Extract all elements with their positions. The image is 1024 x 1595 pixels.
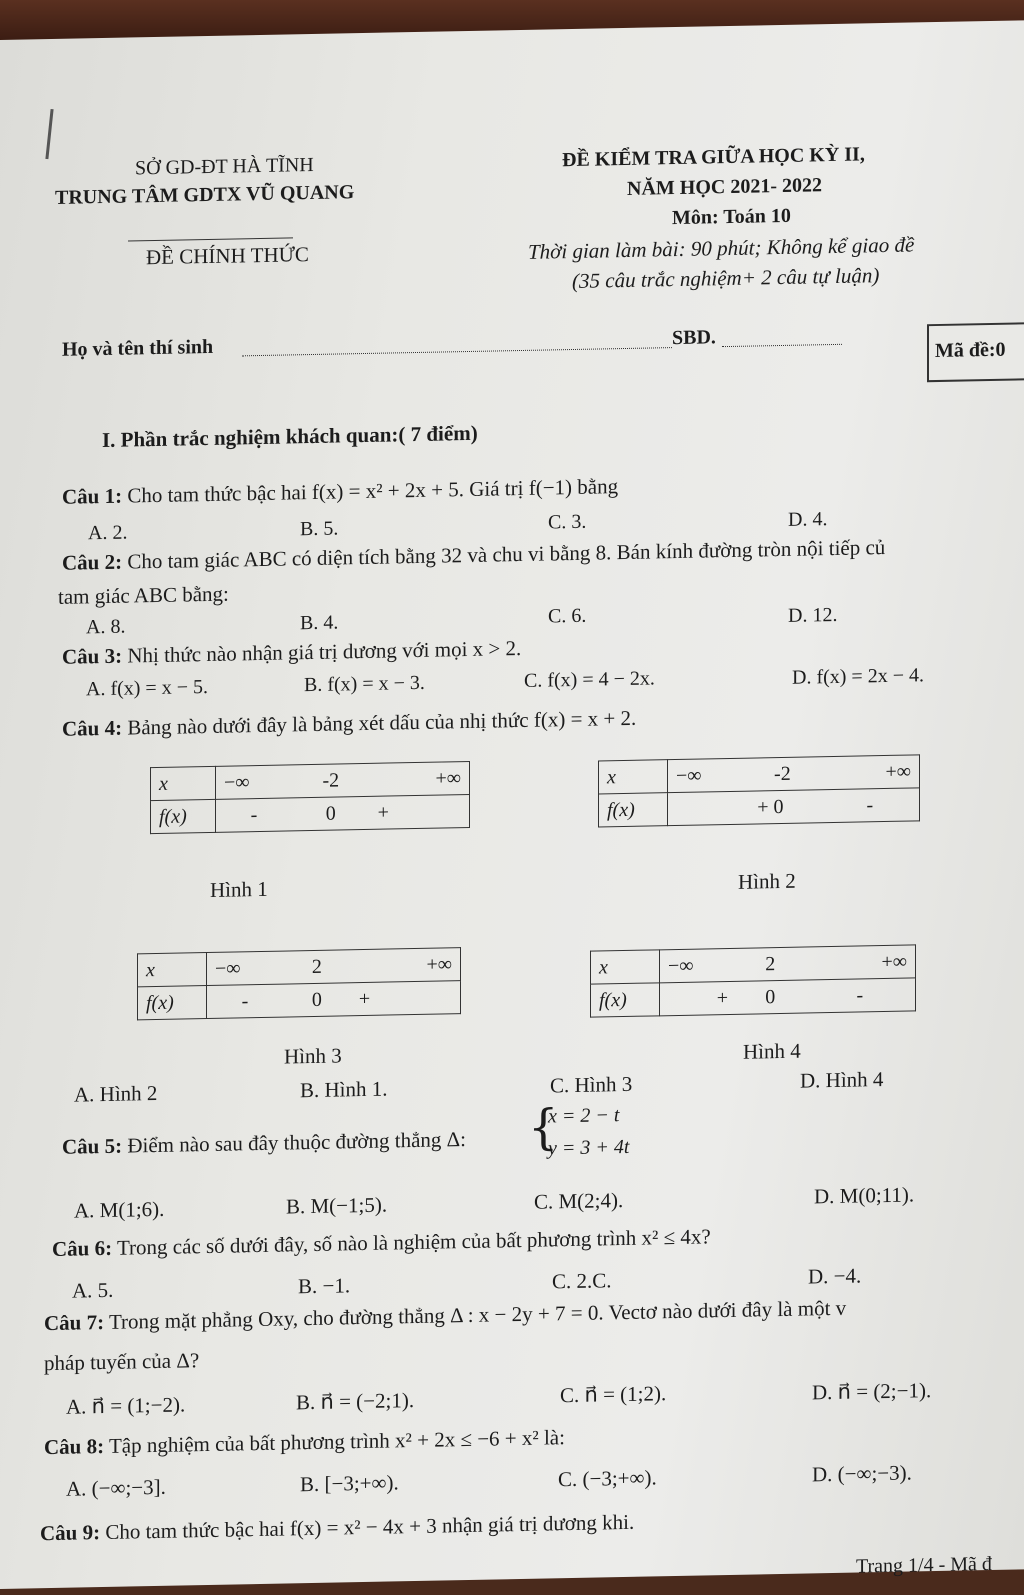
header-rule [128,237,293,241]
question-text: Điểm nào sau đây thuộc đường thẳng Δ: [127,1127,467,1158]
option[interactable]: B. 5. [300,517,339,541]
question-label: Câu 9: [40,1520,101,1546]
question-label: Câu 5: [62,1133,123,1159]
table-cell: - [216,798,293,832]
question-label: Câu 2: [62,549,123,575]
question-text: Nhị thức nào nhận giá trị dương với mọi x > 2. [127,635,522,668]
name-label: Họ và tên thí sinh [62,335,214,361]
option[interactable]: B. −1. [298,1273,351,1299]
table-cell: −∞ [660,948,737,982]
exam-title: ĐỀ KIỂM TRA GIỮA HỌC KỲ II, [562,143,865,172]
table-cell: + [370,794,470,829]
question-9 [40,1510,634,1546]
system-eq-2: y = 3 + 4t [548,1135,630,1160]
table-cell: x [591,950,660,984]
option[interactable]: A. f(x) = x − 5. [86,676,208,701]
table-cell: 0 [292,796,370,830]
question-text-cont: pháp tuyến của Δ? [44,1348,200,1376]
question-text-cont: tam giác ABC bằng: [58,581,229,609]
question-5 [62,1127,466,1160]
table-cell: +∞ [821,755,920,790]
exam-time: Thời gian làm bài: 90 phút; Không kể giao đề [528,232,915,264]
option[interactable]: B. 4. [300,611,339,635]
option[interactable]: C. Hình 3 [550,1071,633,1098]
option[interactable]: B. M(−1;5). [286,1192,388,1219]
question-label: Câu 3: [62,643,123,669]
table-cell: - [821,788,920,823]
question-text: Tập nghiệm của bất phương trình x² + 2x ≤ −6 + x² là: [108,1425,565,1458]
option[interactable]: A. n⃗ = (1;−2). [66,1392,186,1419]
question-label: Câu 7: [44,1310,105,1336]
question-text: Cho tam giác ABC có diện tích bằng 32 và chu vi bằng 8. Bán kính đường tròn nội tiếp củ [127,535,886,574]
table-cell: f(x) [151,799,216,833]
table-cell: −∞ [216,765,293,799]
table-caption: Hình 3 [284,1043,342,1069]
page-footer: Trang 1/4 - Mã đ [856,1552,992,1578]
option[interactable]: D. M(0;11). [814,1182,915,1209]
option[interactable]: C. 3. [548,510,587,534]
option[interactable]: B. [−3;+∞). [300,1470,399,1497]
table-cell: +∞ [351,948,461,983]
table-cell: f(x) [591,983,660,1017]
sbd-field[interactable] [722,344,842,347]
question-text: Trong các số dưới đây, số nào là nghiệm của bất phương trình x² ≤ 4x? [116,1224,711,1260]
option[interactable]: D. Hình 4 [800,1067,884,1093]
option[interactable]: D. (−∞;−3). [812,1460,912,1487]
subject: Môn: Toán 10 [672,204,791,230]
option[interactable]: B. f(x) = x − 3. [304,671,425,697]
section-title: I. Phần trắc nghiệm khách quan:( 7 điểm) [102,420,478,453]
option[interactable]: A. 8. [86,615,126,639]
question-label: Câu 4: [62,715,123,741]
question-text: Trong mặt phẳng Oxy, cho đường thẳng Δ : x − 2y + 7 = 0. Vectơ nào dưới đây là một v [108,1295,847,1334]
exam-code-label: Mã đề:0 [935,338,1006,363]
option[interactable]: D. 4. [788,508,828,531]
table-cell: 0 [283,983,351,1017]
option[interactable]: C. 6. [548,604,587,628]
table-cell: - [207,984,284,1018]
option[interactable]: A. 2. [88,521,128,545]
option[interactable]: D. 12. [788,603,838,627]
name-field[interactable] [242,347,672,356]
question-label: Câu 6: [52,1235,113,1262]
option[interactable]: C. (−3;+∞). [558,1465,657,1492]
table-cell: f(x) [599,793,668,827]
table-cell: x [138,953,207,987]
question-8 [44,1425,565,1460]
question-6 [52,1224,711,1262]
table-cell: −∞ [668,758,745,792]
school-year: NĂM HỌC 2021- 2022 [627,174,822,200]
table-cell: 2 [736,947,805,981]
table-cell: 2 [283,950,351,984]
school-dept: SỞ GD-ĐT HÀ TĨNH [135,153,314,180]
sign-table-3 [137,947,461,1020]
table-cell: +∞ [805,945,916,980]
question-count: (35 câu trắc nghiệm+ 2 câu tự luận) [572,263,880,294]
option[interactable]: D. −4. [808,1263,862,1289]
option[interactable]: B. Hình 1. [300,1076,388,1103]
option[interactable]: C. 2.C. [552,1268,612,1294]
sbd-label: SBD. [672,326,716,350]
question-label: Câu 1: [62,483,123,509]
system-brace: { [528,1099,559,1156]
sign-table-2 [598,754,920,827]
table-cell: + [351,981,461,1016]
question-label: Câu 8: [44,1434,105,1460]
option[interactable]: C. M(2;4). [534,1188,624,1214]
table-cell: -2 [292,763,370,797]
option[interactable]: B. n⃗ = (−2;1). [296,1388,415,1415]
sign-table-4 [590,944,916,1017]
system-eq-1: x = 2 − t [548,1104,620,1128]
official-label: ĐỀ CHÍNH THỨC [146,242,309,270]
table-cell: +∞ [370,761,470,796]
question-7 [44,1296,846,1336]
question-text: Cho tam thức bậc hai f(x) = x² + 2x + 5. Giá trị f(−1) bằng [127,474,619,508]
question-3 [62,636,521,670]
table-cell: + [660,981,737,1015]
table-caption: Hình 2 [738,868,796,894]
pen-mark [45,109,53,159]
option[interactable]: A. (−∞;−3]. [66,1474,166,1501]
question-4 [62,706,636,742]
table-cell: + 0 [668,790,821,826]
table-cell: f(x) [138,986,207,1020]
option[interactable]: A. 5. [72,1277,114,1303]
table-cell: x [151,766,216,800]
exam-code-box [927,322,1024,382]
table-cell: 0 [736,980,805,1014]
question-1 [62,474,618,510]
option[interactable]: D. n⃗ = (2;−1). [812,1378,932,1405]
table-cell: - [805,978,916,1013]
question-2 [62,535,885,576]
option[interactable]: C. f(x) = 4 − 2x. [524,667,655,692]
exam-paper [0,20,1024,1589]
table-cell: -2 [744,757,821,791]
table-cell: x [599,760,668,794]
option[interactable]: D. f(x) = 2x − 4. [792,664,924,689]
sign-table-1 [150,761,470,834]
option[interactable]: A. Hình 2 [74,1080,158,1107]
option[interactable]: A. M(1;6). [74,1196,165,1223]
table-caption: Hình 1 [210,876,268,902]
school-name: TRUNG TÂM GDTX VŨ QUANG [55,181,355,209]
question-text: Bảng nào dưới đây là bảng xét dấu của nhị thức f(x) = x + 2. [127,705,637,740]
option[interactable]: C. n⃗ = (1;2). [560,1381,667,1408]
question-text: Cho tam thức bậc hai f(x) = x² − 4x + 3 nhận giá trị dương khi. [105,1509,635,1544]
table-cell: −∞ [207,951,284,985]
table-caption: Hình 4 [743,1038,801,1064]
